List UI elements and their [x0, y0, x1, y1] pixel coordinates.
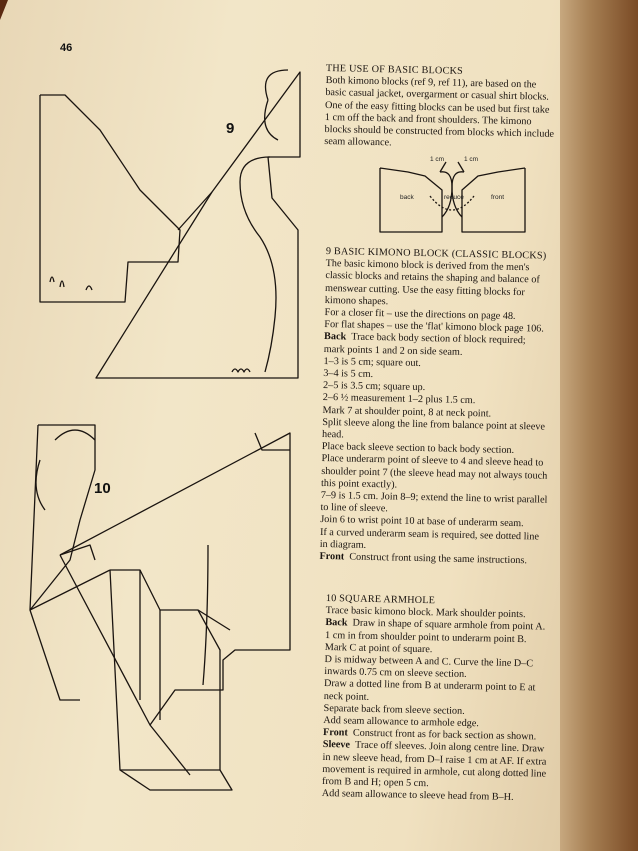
text-line: Add seam allowance to armhole edge. — [323, 715, 480, 730]
text-line: in diagram. — [319, 538, 367, 551]
text-line: Both kimono blocks (ref 9, ref 11), are based on the — [325, 75, 537, 91]
text-line: 1–3 is 5 cm; square out. — [323, 355, 422, 369]
text-line: shoulder point 7 (the sleeve head may not always touch — [321, 465, 548, 482]
text-line: 2–6 ½ measurement 1–2 plus 1.5 cm. — [322, 392, 476, 407]
front-text: Construct front using the same instructions. — [349, 551, 528, 567]
section-heading: THE USE OF BASIC BLOCKS — [325, 63, 464, 77]
front-text: Construct front as for back section as shown. — [352, 727, 537, 743]
text-line: to line of sleeve. — [320, 502, 388, 515]
section-heading: 10 SQUARE ARMHOLE — [325, 593, 436, 607]
front-label: Front — [322, 727, 348, 739]
text-line: One of the easy fitting blocks can be used but first take — [325, 99, 550, 116]
text-line: kimono shapes. — [324, 294, 389, 308]
section-heading: 9 BASIC KIMONO BLOCK (CLASSIC BLOCKS) — [325, 246, 547, 262]
text-line: neck point. — [323, 690, 370, 703]
text-line: this point exactly). — [320, 477, 398, 491]
text-line: Mark 7 at shoulder point, 8 at neck point. — [322, 404, 492, 420]
text-line: seam allowance. — [324, 136, 392, 149]
text-line: For a closer fit – use the directions on page 48. — [324, 307, 516, 322]
text-line: in new sleeve head, from D–I raise 1 cm at AF. If extra — [322, 751, 547, 768]
text-line: Place back sleeve section to back body section. — [321, 441, 515, 457]
text-line: If a curved underarm seam is required, see dotted line — [319, 526, 540, 543]
diagram-front-label: front — [491, 194, 505, 201]
text-line: 1 cm off the back and front shoulders. The kimono — [324, 111, 532, 128]
text-line: inwards 0.75 cm on sleeve section. — [324, 666, 467, 681]
front-label: Front — [319, 551, 345, 563]
text-line: Mark C at point of square. — [324, 641, 433, 656]
diagram-1cm-right: 1 cm — [464, 156, 479, 163]
text-line: Place underarm point of sleeve to 4 and sleeve head to — [321, 453, 544, 470]
back-text: Trace back body section of block required; — [351, 331, 526, 347]
text-line: head. — [321, 429, 344, 441]
text-line: Trace basic kimono block. Mark shoulder points. — [325, 605, 526, 621]
text-line: menswear cutting. Use the easy fitting blocks for — [325, 282, 525, 298]
text-line: D is midway between A and C. Curve the line D–C — [324, 654, 534, 670]
text-line: Draw a dotted line from B at underarm point to E at — [323, 678, 536, 694]
back-label: Back — [325, 617, 348, 629]
section-use-of-basic-blocks — [324, 63, 584, 154]
section-9-kimono-block — [319, 246, 584, 569]
diagram-1cm-left: 1 cm — [430, 156, 445, 163]
section-10-square-armhole — [322, 593, 584, 806]
text-line: 7–9 is 1.5 cm. Join 8–9; extend the line to wrist parallel — [320, 490, 548, 506]
text-line: Join 6 to wrist point 10 at base of underarm seam. — [320, 514, 524, 530]
figure-9-label: 9 — [226, 120, 235, 137]
back-label: Back — [323, 331, 347, 343]
diagram-back-label: back — [400, 194, 414, 201]
back-text: Draw in shape of square armhole from point A. — [352, 617, 546, 634]
text-line: classic blocks and retains the shaping and balance of — [325, 270, 540, 286]
text-line: from B and H; open 5 cm. — [321, 776, 429, 790]
text-line: 3–4 is 5 cm. — [323, 368, 374, 381]
text-line: Split sleeve along the line from balance point at sleeve — [322, 416, 546, 433]
sleeve-label: Sleeve — [322, 739, 351, 751]
sleeve-text: Trace off sleeves. Join along centre line. Draw — [354, 740, 545, 756]
text-line: The basic kimono block is derived from the men's — [325, 258, 530, 274]
text-line: movement is required in armhole, cut along dotted line — [322, 763, 547, 780]
figure-10-label: 10 — [94, 480, 111, 497]
text-line: mark points 1 and 2 on side seam. — [323, 343, 463, 358]
text-line: 1 cm in from shoulder point to underarm point B. — [325, 629, 527, 645]
figure-10-drawing — [30, 425, 290, 790]
text-line: Add seam allowance to sleeve head from B–H. — [321, 788, 514, 804]
text-line: basic casual jacket, overgarment or casual shirt blocks. — [325, 87, 550, 104]
text-line: 2–5 is 3.5 cm; square up. — [322, 380, 426, 394]
page-number: 46 — [60, 42, 73, 54]
diagram-reduce-label: reduce — [444, 194, 464, 201]
text-line: For flat shapes – use the 'flat' kimono block page 106. — [324, 319, 544, 335]
text-line: blocks should be constructed from blocks which include — [324, 124, 555, 140]
text-line: Separate back from sleeve section. — [323, 702, 465, 717]
figure-9-drawing — [40, 70, 300, 378]
